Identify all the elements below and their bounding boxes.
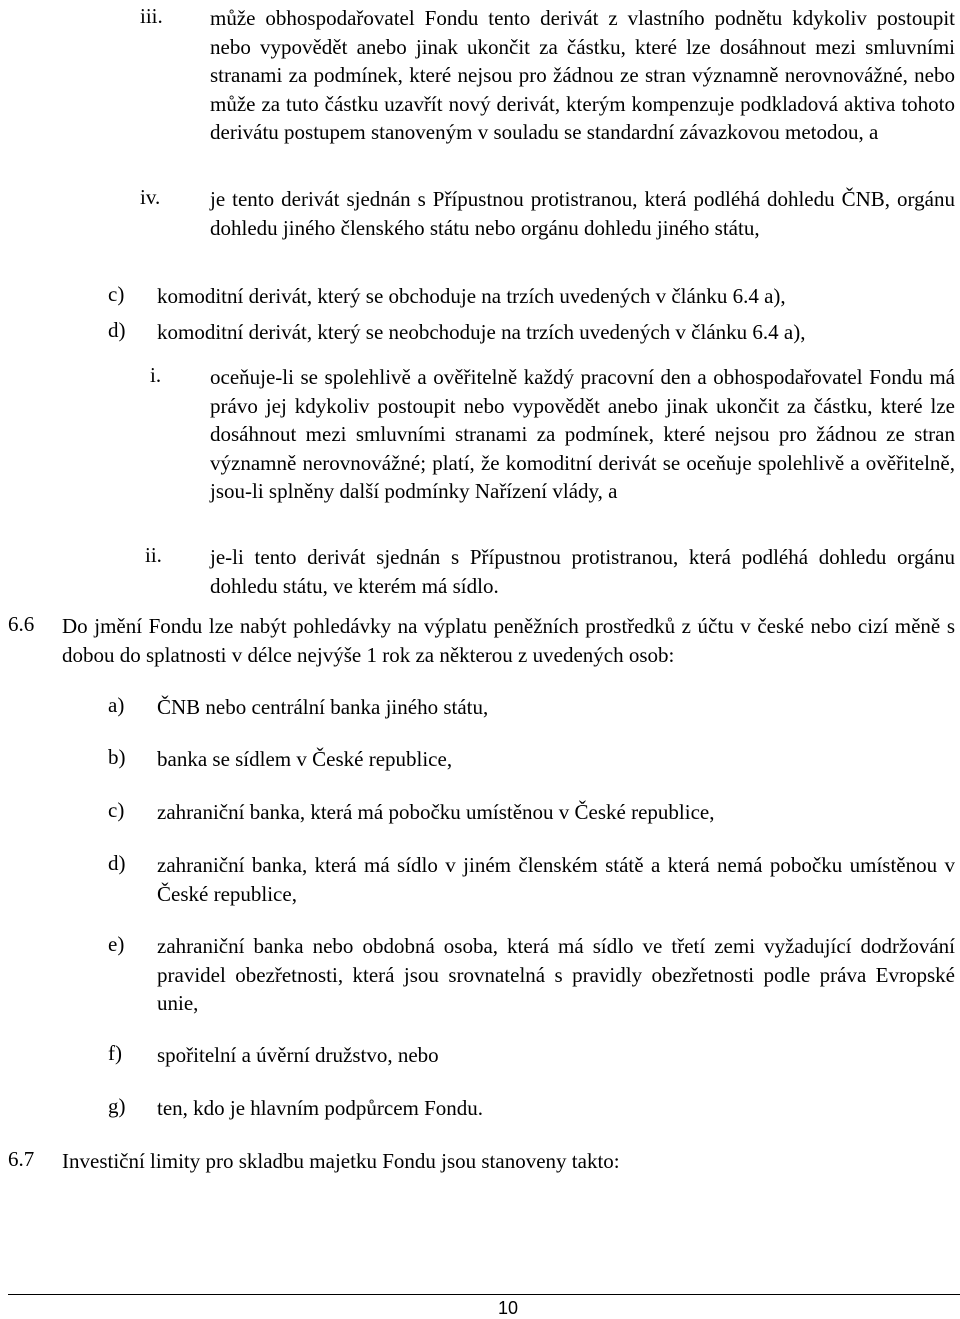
item-label-c: c) — [108, 282, 125, 306]
item-text-i: oceňuje-li se spolehlivě a ověřitelně každý pracovní den a obhospodařovatel Fondu má právo jej kdykoliv postoupit nebo vypovědět anebo jinak ukončit za částku, které lze dosáhnout mezi smluvními stranami za podmínek, které nejsou pro žádnou ze stran významně nerovnovážné; platí, že komoditní derivát se oceňuje spolehlivě a ověřitelně, jsou-li splněny další podmínky Nařízení vlády, a — [210, 365, 955, 504]
list-item-text-b: banka se sídlem v České republice, — [157, 747, 453, 771]
list-item-text-e: zahraniční banka nebo obdobná osoba, která má sídlo ve třetí zemi vyžadující dodržování pravidel obezřetnosti, která jsou srovnatelná s pravidly obezřetnosti podle práva Evropské unie, — [157, 934, 955, 1016]
list-item-text-g: ten, kdo je hlavním podpůrcem Fondu. — [157, 1096, 484, 1120]
list-item-text-d: zahraniční banka, která má sídlo v jiném členském státě a která nemá pobočku umístěnou v České republice, — [157, 853, 955, 906]
item-label-iii: iii. — [140, 4, 163, 28]
section-number-6-6: 6.6 — [8, 612, 35, 636]
item-label-d: d) — [108, 318, 126, 342]
list-item-label-b: b) — [108, 745, 126, 769]
page-number: 10 — [497, 1298, 519, 1318]
list-item-text-a: ČNB nebo centrální banka jiného státu, — [157, 695, 489, 719]
list-item-label-g: g) — [108, 1094, 126, 1118]
list-item-label-a: a) — [108, 693, 125, 717]
section-number-6-7: 6.7 — [8, 1147, 35, 1171]
item-text-ii: je-li tento derivát sjednán s Přípustnou protistranou, která podléhá dohledu orgánu dohledu státu, ve kterém má sídlo. — [210, 545, 955, 598]
item-text-iv: je tento derivát sjednán s Přípustnou protistranou, která podléhá dohledu ČNB, orgánu dohledu jiného členského státu nebo orgánu dohledu jiného státu, — [210, 187, 955, 240]
list-item-label-e: e) — [108, 932, 125, 956]
item-label-iv: iv. — [140, 185, 161, 209]
list-item-label-f: f) — [108, 1041, 122, 1065]
section-text-6-6: Do jmění Fondu lze nabýt pohledávky na výplatu peněžních prostředků z účtu v české nebo cizí měně s dobou do splatnosti v délce nejvýše 1 rok za některou z uvedených osob: — [62, 614, 955, 667]
list-item-text-f: spořitelní a úvěrní družstvo, nebo — [157, 1043, 439, 1067]
item-text-iii: může obhospodařovatel Fondu tento derivát z vlastního podnětu kdykoliv postoupit nebo vypovědět anebo jinak ukončit za částku, které lze dosáhnout mezi smluvními stranami za podmínek, které nejsou pro žádnou ze stran významně nerovnovážné, nebo může za tuto částku uzavřít nový derivát, kterým kompenzuje podkladová aktiva tohoto derivátu postupem stanoveným v souladu se standardní závazkovou metodou, a — [210, 6, 955, 145]
item-label-i: i. — [150, 363, 162, 387]
item-label-ii: ii. — [145, 543, 162, 567]
footer-rule — [8, 1294, 960, 1295]
item-text-c: komoditní derivát, který se obchoduje na trzích uvedených v článku 6.4 a), — [157, 284, 786, 308]
item-text-d: komoditní derivát, který se neobchoduje na trzích uvedených v článku 6.4 a), — [157, 320, 806, 344]
section-text-6-7: Investiční limity pro skladbu majetku Fondu jsou stanoveny takto: — [62, 1149, 620, 1173]
list-item-label-c: c) — [108, 798, 125, 822]
list-item-text-c: zahraniční banka, která má pobočku umístěnou v České republice, — [157, 800, 715, 824]
list-item-label-d: d) — [108, 851, 126, 875]
